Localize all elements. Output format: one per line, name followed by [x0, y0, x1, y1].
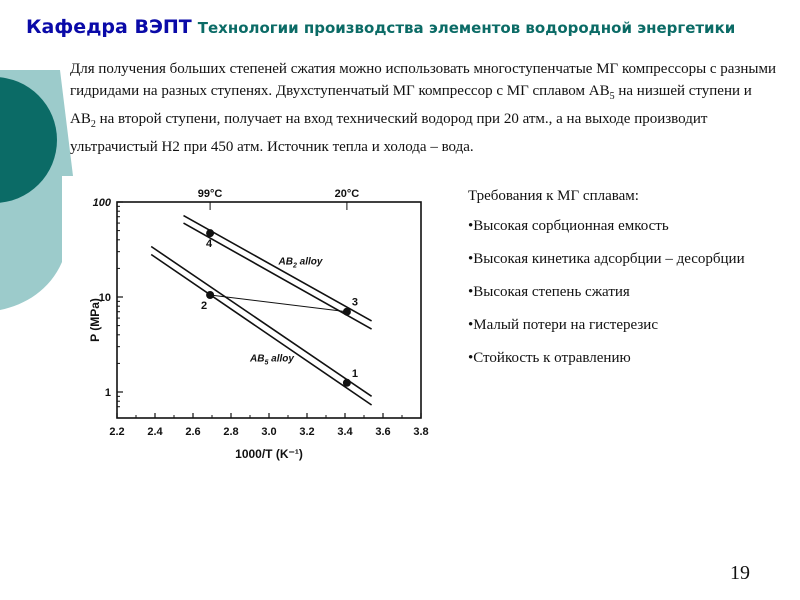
slide-title: [26, 16, 735, 38]
state-point-label: 3: [351, 296, 358, 309]
temperature-label: 99°C: [197, 188, 223, 200]
state-point: [343, 379, 351, 387]
y-tick-label: 10: [98, 292, 111, 304]
x-tick-label: 3.2: [299, 426, 315, 438]
x-tick-label: 2.2: [109, 426, 125, 438]
state-point-label: 2: [201, 299, 208, 312]
x-tick-label: 3.8: [413, 426, 429, 438]
state-point: [206, 291, 214, 299]
state-point: [206, 229, 214, 237]
x-tick-label: 2.4: [147, 426, 163, 438]
intro-text-3: на второй ступени, получает на вход технический водород при 20 атм., а на выходе производит ультрачистый Н2 при 450 атм. Источник тепла и холода – вода.: [70, 111, 708, 155]
y-tick-label: 1: [104, 387, 111, 399]
y-tick-label: 100: [92, 197, 111, 209]
requirement-item: •Высокая кинетика адсорбции – десорбции: [468, 251, 745, 267]
state-point-label: 4: [206, 238, 213, 251]
intro-sub-5: 5: [609, 91, 615, 102]
requirements-title: Требования к МГ сплавам:: [468, 188, 639, 204]
x-tick-label: 3.0: [261, 426, 277, 438]
state-point-label: 1: [351, 367, 358, 380]
plot-frame: [117, 202, 421, 418]
isotherm-line: [151, 247, 371, 397]
intro-text-1: Для получения больших степеней сжатия можно использовать многоступенчатые МГ компрессоры с разными гидридами на разных ступенях. Двухступенчатый МГ компрессор с МГ сплавом AB: [70, 61, 777, 99]
requirement-item: •Стойкость к отравлению: [468, 350, 631, 366]
requirement-item: •Малый потери на гистерезис: [468, 317, 658, 333]
curve-label: $AB_2$ alloy: [278, 256, 323, 270]
requirement-item: •Высокая степень сжатия: [468, 284, 630, 300]
department-title: Кафедра ВЭПТ: [26, 16, 192, 38]
intro-text-2: на низшей ступени и AB: [70, 83, 752, 127]
intro-paragraph: [70, 58, 780, 158]
y-axis-label: P (MPa): [88, 298, 102, 342]
x-axis-label: 1000/T (K⁻¹): [235, 447, 303, 461]
curve-label: $AB_5$ alloy: [250, 353, 294, 367]
vant-hoff-chart: [80, 180, 450, 470]
x-tick-label: 2.8: [223, 426, 239, 438]
requirements-block: [468, 188, 758, 382]
requirement-item: •Высокая сорбционная емкость: [468, 218, 669, 234]
subject-title: Технологии производства элементов водородной энергетики: [197, 19, 736, 37]
temperature-label: 20°C: [334, 188, 360, 200]
x-tick-label: 3.6: [375, 426, 391, 438]
x-tick-label: 3.4: [337, 426, 353, 438]
intro-sub-2: 2: [90, 119, 96, 130]
x-tick-label: 2.6: [185, 426, 201, 438]
page-number: 19: [730, 562, 750, 584]
isotherm-line: [151, 255, 371, 405]
state-point: [343, 308, 351, 316]
requirements-list: [468, 217, 758, 368]
